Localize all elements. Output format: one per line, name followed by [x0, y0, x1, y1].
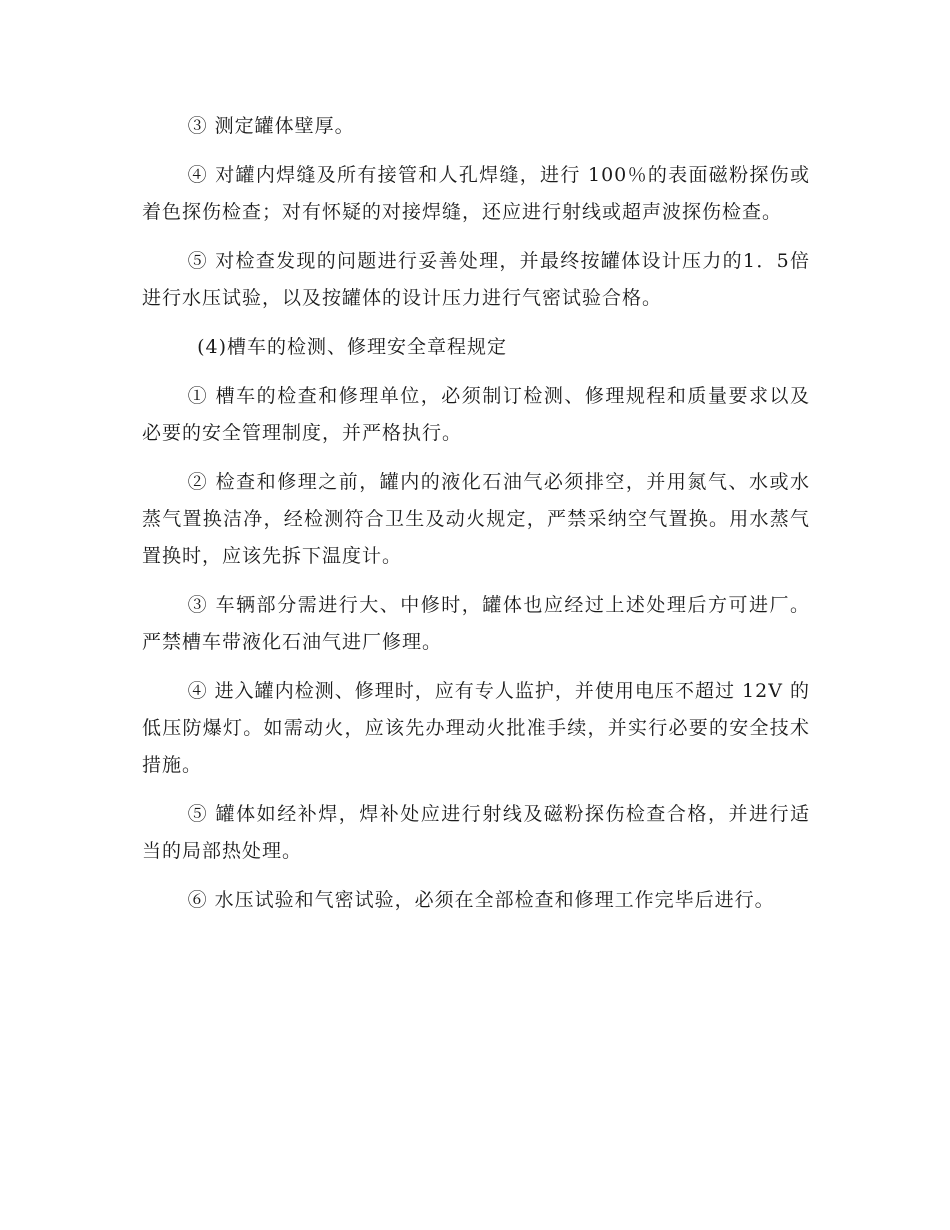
document-body — [142, 108, 810, 931]
paragraph-item-3-measure-thickness: ③ 测定罐体壁厚。 — [187, 115, 355, 137]
paragraph-rule-2: ② 检查和修理之前，罐内的液化石油气必须排空，并用氮气、水或水蒸气置换洁净，经检测符合卫生及动火规定，严禁采纳空气置换。用水蒸气置换时，应该先拆下温度计。 — [142, 471, 810, 567]
paragraph-item-5-pressure-test: ⑤ 对检查发现的问题进行妥善处理，并最终按罐体设计压力的1．5倍进行水压试验，以及按罐体的设计压力进行气密试验合格。 — [142, 250, 810, 309]
paragraph-rule-3: ③ 车辆部分需进行大、中修时，罐体也应经过上述处理后方可进厂。严禁槽车带液化石油气进厂修理。 — [142, 594, 810, 653]
paragraph-rule-1: ① 槽车的检查和修理单位，必须制订检测、修理规程和质量要求以及必要的安全管理制度，并严格执行。 — [142, 385, 810, 444]
paragraph-item-4-weld-inspection: ④ 对罐内焊缝及所有接管和人孔焊缝，进行 100％的表面磁粉探伤或着色探伤检查；对有怀疑的对接焊缝，还应进行射线或超声波探伤检查。 — [142, 164, 810, 223]
paragraph-rule-4: ④ 进入罐内检测、修理时，应有专人监护，并使用电压不超过 12V 的低压防爆灯。如需动火，应该先办理动火批准手续，并实行必要的安全技术措施。 — [142, 680, 810, 776]
section-heading-tanker-regulations: (4)槽车的检测、修理安全章程规定 — [197, 336, 508, 358]
paragraph-rule-5: ⑤ 罐体如经补焊，焊补处应进行射线及磁粉探伤检查合格，并进行适当的局部热处理。 — [142, 803, 810, 862]
paragraph-rule-6: ⑥ 水压试验和气密试验，必须在全部检查和修理工作完毕后进行。 — [187, 889, 775, 911]
